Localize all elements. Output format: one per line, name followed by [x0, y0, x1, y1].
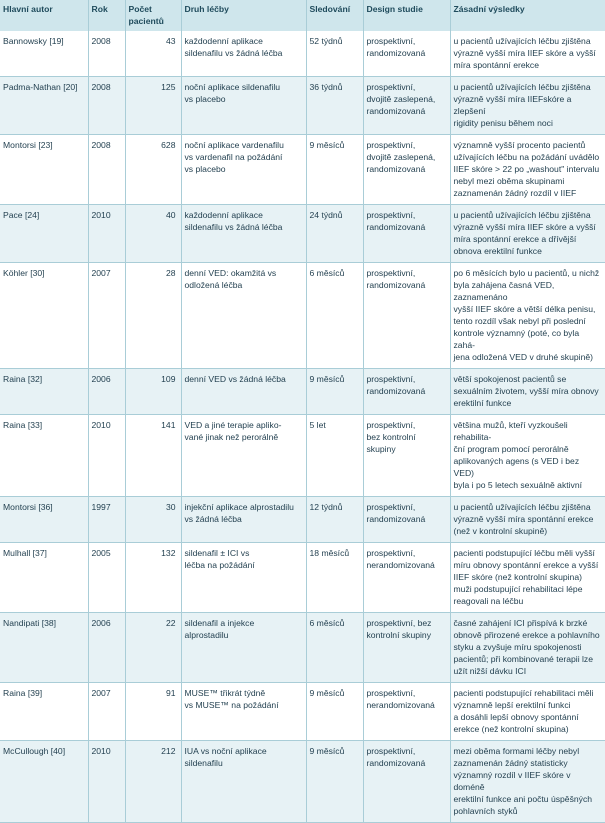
results-cell: po 6 měsících bylo u pacientů, u nichž byla zahájena časná VED, zaznamenáno vyšší IIEF skóre a větší délka penisu, tento rozdíl však nebyl při poslední kontrole významný (poté, co byla zahá- jena odložená VED v druhé skupině): [450, 263, 605, 369]
patients-cell: 30: [125, 497, 181, 543]
followup-cell: 5 let: [306, 415, 363, 497]
table-row: [0, 683, 605, 741]
table-row: [0, 135, 605, 205]
treatment-cell: noční aplikace vardenafilu vs vardenafil na požádání vs placebo: [181, 135, 306, 205]
results-cell: mezi oběma formami léčby nebyl zaznamenán žádný statisticky významný rozdíl v IIEF skóre v doméně erektilní funkce ani počtu úspěšných pohlavních styků: [450, 741, 605, 823]
table-row: [0, 263, 605, 369]
patients-cell: 43: [125, 31, 181, 77]
author-cell: Nandipati [38]: [0, 613, 88, 683]
patients-cell: 91: [125, 683, 181, 741]
treatment-cell: MUSE™ třikrát týdně vs MUSE™ na požádání: [181, 683, 306, 741]
patients-cell: 28: [125, 263, 181, 369]
design-cell: prospektivní, bez kontrolní skupiny: [363, 613, 450, 683]
year-cell: 1997: [88, 497, 125, 543]
followup-cell: 36 týdnů: [306, 77, 363, 135]
author-cell: Raina [39]: [0, 683, 88, 741]
treatment-cell: denní VED: okamžitá vs odložená léčba: [181, 263, 306, 369]
results-cell: u pacientů užívajících léčbu zjištěna výrazně vyšší míra spontánní erekce (než v kontrolní skupině): [450, 497, 605, 543]
author-cell: Mulhall [37]: [0, 543, 88, 613]
header-author: Hlavní autor: [0, 0, 88, 31]
patients-cell: 212: [125, 741, 181, 823]
followup-cell: 18 měsíců: [306, 543, 363, 613]
design-cell: prospektivní, randomizovaná: [363, 497, 450, 543]
patients-cell: 141: [125, 415, 181, 497]
author-cell: Pace [24]: [0, 205, 88, 263]
table-row: [0, 205, 605, 263]
table-row: [0, 613, 605, 683]
year-cell: 2008: [88, 31, 125, 77]
treatment-cell: každodenní aplikace sildenafilu vs žádná léčba: [181, 205, 306, 263]
year-cell: 2008: [88, 135, 125, 205]
table-row: [0, 543, 605, 613]
patients-cell: 125: [125, 77, 181, 135]
header-design: Design studie: [363, 0, 450, 31]
treatment-cell: každodenní aplikace sildenafilu vs žádná léčba: [181, 31, 306, 77]
author-cell: Montorsi [23]: [0, 135, 88, 205]
followup-cell: 9 měsíců: [306, 741, 363, 823]
results-cell: u pacientů užívajících léčbu zjištěna výrazně vyšší míra IIEFskóre a zlepšení rigidity penisu během noci: [450, 77, 605, 135]
design-cell: prospektivní, randomizovaná: [363, 741, 450, 823]
design-cell: prospektivní, dvojitě zaslepená, randomizovaná: [363, 135, 450, 205]
results-cell: u pacientů užívajících léčbu zjištěna výrazně vyšší míra IIEF skóre a vyšší míra spontánní erekce: [450, 31, 605, 77]
author-cell: Padma-Nathan [20]: [0, 77, 88, 135]
followup-cell: 9 měsíců: [306, 683, 363, 741]
table-row: [0, 31, 605, 77]
year-cell: 2006: [88, 613, 125, 683]
year-cell: 2007: [88, 263, 125, 369]
results-cell: pacienti podstupující léčbu měli vyšší míru obnovy spontánní erekce a vyšší IIEF skóre (než kontrolní skupina) muži podstupující rehabilitaci lépe reagovali na léčbu: [450, 543, 605, 613]
treatment-cell: denní VED vs žádná léčba: [181, 369, 306, 415]
design-cell: prospektivní, randomizovaná: [363, 369, 450, 415]
year-cell: 2005: [88, 543, 125, 613]
header-results: Zásadní výsledky: [450, 0, 605, 31]
treatment-cell: sildenafil a injekce alprostadilu: [181, 613, 306, 683]
followup-cell: 9 měsíců: [306, 135, 363, 205]
header-row: [0, 0, 605, 31]
header-followup: Sledování: [306, 0, 363, 31]
results-cell: u pacientů užívajících léčbu zjištěna výrazně vyšší míra IIEF skóre a vyšší míra spontánní erekce a dřívější obnova erektilní funkce: [450, 205, 605, 263]
table-row: [0, 741, 605, 823]
design-cell: prospektivní, nerandomizovaná: [363, 543, 450, 613]
header-patients: Počet pacientů: [125, 0, 181, 31]
treatment-cell: noční aplikace sildenafilu vs placebo: [181, 77, 306, 135]
author-cell: Raina [32]: [0, 369, 88, 415]
treatment-cell: injekční aplikace alprostadilu vs žádná léčba: [181, 497, 306, 543]
year-cell: 2010: [88, 741, 125, 823]
author-cell: Köhler [30]: [0, 263, 88, 369]
followup-cell: 24 týdnů: [306, 205, 363, 263]
design-cell: prospektivní, randomizovaná: [363, 205, 450, 263]
followup-cell: 12 týdnů: [306, 497, 363, 543]
design-cell: prospektivní, dvojitě zaslepená, randomizovaná: [363, 77, 450, 135]
patients-cell: 40: [125, 205, 181, 263]
followup-cell: 52 týdnů: [306, 31, 363, 77]
author-cell: Raina [33]: [0, 415, 88, 497]
patients-cell: 132: [125, 543, 181, 613]
results-cell: časné zahájení ICI přispívá k brzké obnově přirozené erekce a pohlavního styku a zvyšuje míru spokojenosti pacientů; při kombinované terapii lze užít nižší dávku ICI: [450, 613, 605, 683]
year-cell: 2008: [88, 77, 125, 135]
patients-cell: 109: [125, 369, 181, 415]
followup-cell: 6 měsíců: [306, 263, 363, 369]
year-cell: 2007: [88, 683, 125, 741]
year-cell: 2006: [88, 369, 125, 415]
author-cell: Bannowsky [19]: [0, 31, 88, 77]
patients-cell: 628: [125, 135, 181, 205]
results-cell: významně vyšší procento pacientů užívajících léčbu na požádání uvádělo IIEF skóre > 22 po „washout" intervalu nebyl mezi oběma skupinami zaznamenán žádný rozdíl v IIEF: [450, 135, 605, 205]
followup-cell: 6 měsíců: [306, 613, 363, 683]
results-cell: větší spokojenost pacientů se sexuálním životem, vyšší míra obnovy erektilní funkce: [450, 369, 605, 415]
treatment-cell: sildenafil ± ICI vs léčba na požádání: [181, 543, 306, 613]
treatment-cell: IUA vs noční aplikace sildenafilu: [181, 741, 306, 823]
table-row: [0, 77, 605, 135]
author-cell: Montorsi [36]: [0, 497, 88, 543]
header-treatment: Druh léčby: [181, 0, 306, 31]
table-row: [0, 415, 605, 497]
year-cell: 2010: [88, 205, 125, 263]
author-cell: McCullough [40]: [0, 741, 88, 823]
results-cell: většina mužů, kteří vyzkoušeli rehabilita- ční program pomocí perorálně aplikovaných agens (s VED i bez VED) byla i po 5 letech sexuálně aktivní: [450, 415, 605, 497]
design-cell: prospektivní, nerandomizovaná: [363, 683, 450, 741]
table-row: [0, 369, 605, 415]
design-cell: prospektivní, randomizovaná: [363, 263, 450, 369]
followup-cell: 9 měsíců: [306, 369, 363, 415]
table-row: [0, 497, 605, 543]
header-year: Rok: [88, 0, 125, 31]
results-cell: pacienti podstupující rehabilitaci měli významně lepší erektilní funkci a dosáhli lepší obnovy spontánní erekce (než kontrolní skupina): [450, 683, 605, 741]
design-cell: prospektivní, bez kontrolní skupiny: [363, 415, 450, 497]
treatment-cell: VED a jiné terapie apliko- vané jinak než perorálně: [181, 415, 306, 497]
design-cell: prospektivní, randomizovaná: [363, 31, 450, 77]
year-cell: 2010: [88, 415, 125, 497]
patients-cell: 22: [125, 613, 181, 683]
